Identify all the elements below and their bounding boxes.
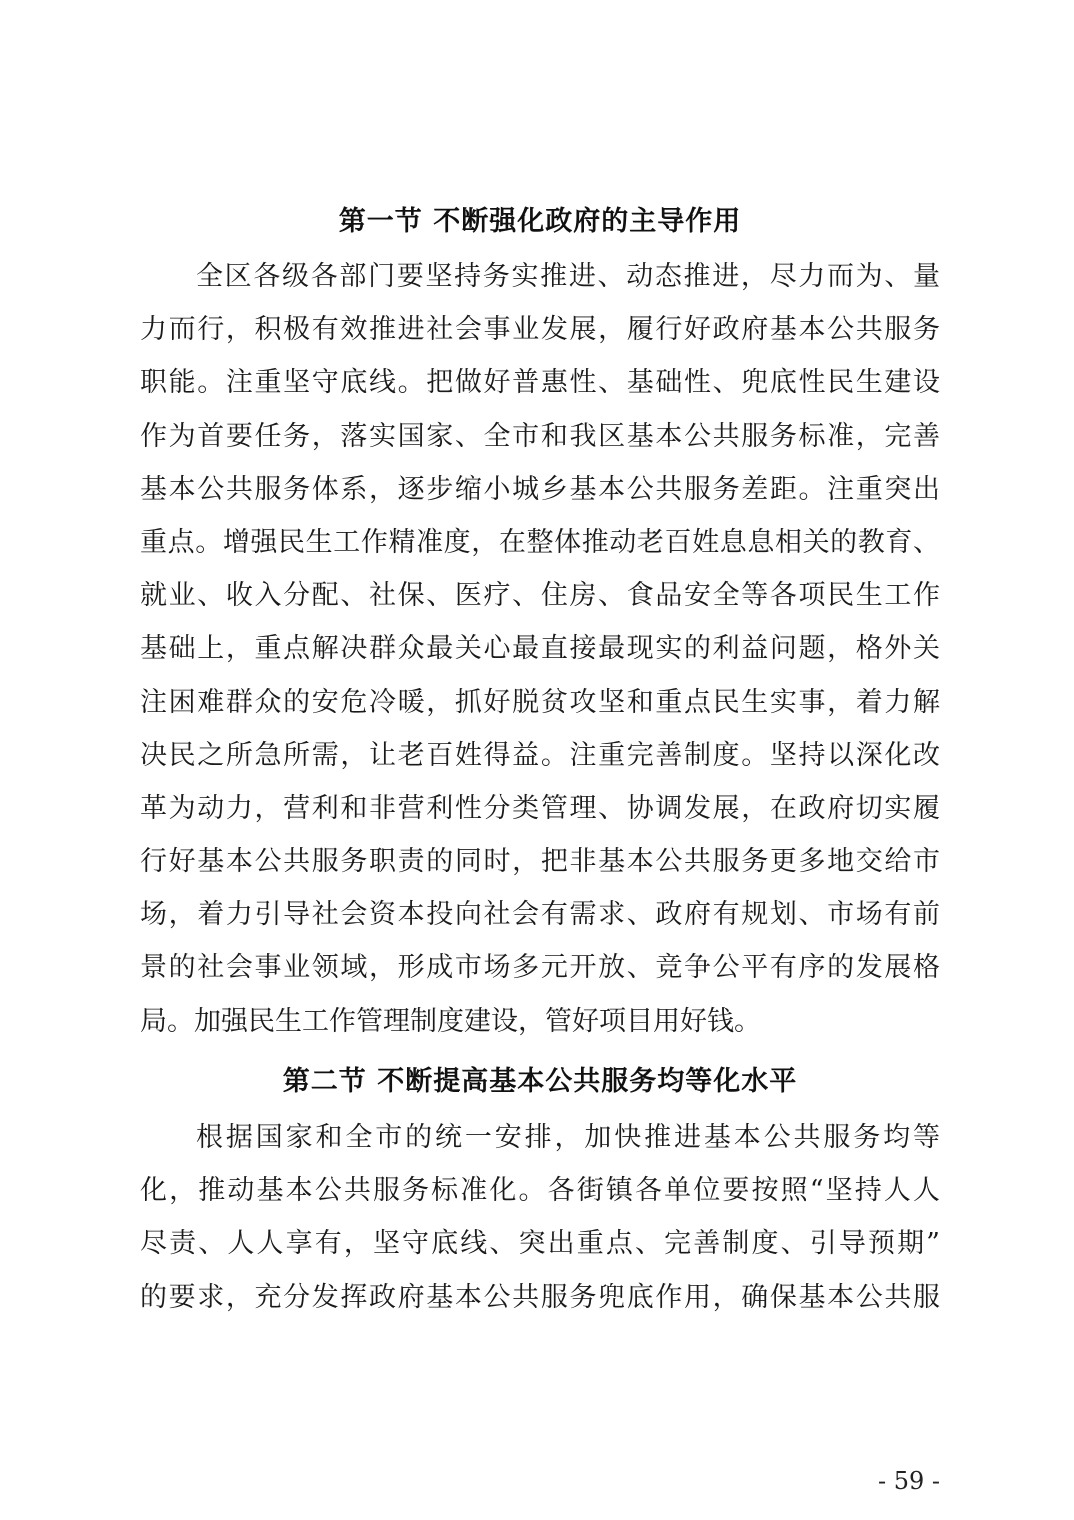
page-number: - 59 -: [877, 1467, 940, 1495]
paragraph-line: 基础上，重点解决群众最关心最直接最现实的利益问题，格外关: [140, 633, 940, 665]
paragraph-line: 根据国家和全市的统一安排，加快推进基本公共服务均等: [196, 1122, 940, 1153]
section-heading-1: 第一节 不断强化政府的主导作用: [338, 206, 742, 237]
paragraph-line: 全区各级各部门要坚持务实推进、动态推进，尽力而为、量: [196, 261, 940, 292]
paragraph-line: 行好基本公共服务职责的同时，把非基本公共服务更多地交给市: [140, 846, 940, 878]
paragraph-line: 注困难群众的安危冷暖，抓好脱贫攻坚和重点民生实事，着力解: [140, 686, 940, 718]
paragraph-line: 化，推动基本公共服务标准化。各街镇各单位要按照“坚持人人: [140, 1175, 940, 1207]
paragraph-line: 景的社会事业领域，形成市场多元开放、竞争公平有序的发展格: [140, 952, 940, 984]
section-2-body: [140, 1111, 940, 1324]
paragraph-line: 尽责、人人享有，坚守底线、突出重点、完善制度、引导预期”: [140, 1228, 940, 1260]
paragraph-line: 革为动力，营利和非营利性分类管理、协调发展，在政府切实履: [140, 792, 940, 824]
paragraph-line: 就业、收入分配、社保、医疗、住房、食品安全等各项民生工作: [140, 580, 940, 612]
paragraph-line: 作为首要任务，落实国家、全市和我区基本公共服务标准，完善: [140, 420, 940, 452]
paragraph-line: 力而行，积极有效推进社会事业发展，履行好政府基本公共服务: [140, 314, 940, 346]
paragraph-line: 基本公共服务体系，逐步缩小城乡基本公共服务差距。注重突出: [140, 473, 940, 505]
paragraph-line: 职能。注重坚守底线。把做好普惠性、基础性、兜底性民生建设: [140, 367, 940, 399]
paragraph-line: 场，着力引导社会资本投向社会有需求、政府有规划、市场有前: [140, 899, 940, 931]
paragraph-line: 的要求，充分发挥政府基本公共服务兜底作用，确保基本公共服: [140, 1281, 940, 1313]
section-heading-2: 第二节 不断提高基本公共服务均等化水平: [282, 1066, 798, 1097]
paragraph-line: 决民之所急所需，让老百姓得益。注重完善制度。坚持以深化改: [140, 739, 940, 771]
paragraph-line: 局。加强民生工作管理制度建设，管好项目用好钱。: [140, 1005, 761, 1037]
section-1-body: [140, 250, 940, 1048]
paragraph-line: 重点。增强民生工作精准度，在整体推动老百姓息息相关的教育、: [140, 526, 940, 558]
